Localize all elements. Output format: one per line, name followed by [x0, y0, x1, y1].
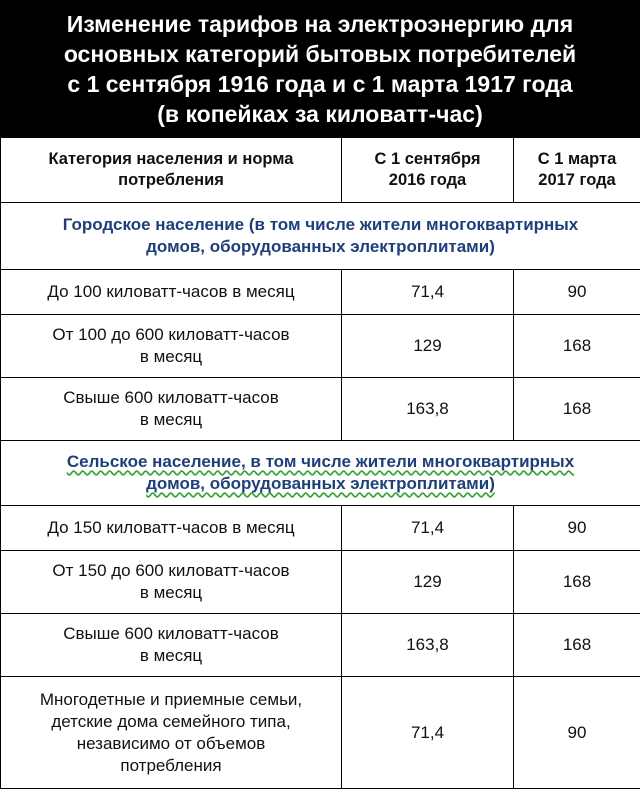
table-row: [1, 270, 640, 315]
section-row-rural: [1, 441, 640, 506]
table-row: [1, 315, 640, 378]
value-2017: 168: [514, 551, 640, 614]
row-label: До 150 киловатт-часов в месяц: [1, 506, 342, 551]
value-2017: 90: [514, 677, 640, 789]
table-row: [1, 677, 640, 789]
header-sep-2016: С 1 сентября 2016 года: [342, 138, 514, 203]
title-line: с 1 сентября 1916 года и с 1 марта 1917 года: [67, 70, 573, 97]
value-2017: 90: [514, 506, 640, 551]
table-header-row: [1, 138, 640, 203]
row-label: Многодетные и приемные семьи, детские дома семейного типа, независимо от объемов потребления: [1, 677, 342, 789]
header-mar-2017: С 1 марта 2017 года: [514, 138, 640, 203]
spellcheck-underlined-text: домов, оборудованных электроплитами): [146, 474, 495, 493]
row-label: От 100 до 600 киловатт-часов в месяц: [1, 315, 342, 378]
value-2016: 129: [342, 315, 514, 378]
value-2016: 71,4: [342, 677, 514, 789]
table-row: [1, 378, 640, 441]
value-2016: 71,4: [342, 270, 514, 315]
title-line: (в копейках за киловатт-час): [157, 100, 483, 127]
value-2016: 129: [342, 551, 514, 614]
value-2016: 163,8: [342, 614, 514, 677]
value-2017: 168: [514, 315, 640, 378]
row-label: Свыше 600 киловатт-часов в месяц: [1, 378, 342, 441]
value-2017: 168: [514, 378, 640, 441]
value-2016: 163,8: [342, 378, 514, 441]
row-label: От 150 до 600 киловатт-часов в месяц: [1, 551, 342, 614]
tariff-table: [0, 137, 640, 789]
title-line: Изменение тарифов на электроэнергию для: [66, 10, 574, 37]
row-label: Свыше 600 киловатт-часов в месяц: [1, 614, 342, 677]
value-2016: 71,4: [342, 506, 514, 551]
value-2017: 168: [514, 614, 640, 677]
header-category: Категория населения и норма потребления: [1, 138, 342, 203]
row-label: До 100 киловатт-часов в месяц: [1, 270, 342, 315]
table-row: [1, 614, 640, 677]
table-row: [1, 506, 640, 551]
section-title: [1, 441, 640, 506]
spellcheck-underlined-text: Сельское население, в том числе жители многоквартирных: [66, 452, 575, 471]
title-banner: [0, 0, 640, 137]
table-row: [1, 551, 640, 614]
value-2017: 90: [514, 270, 640, 315]
section-row-urban: [1, 203, 640, 270]
page-title: [10, 9, 630, 129]
section-title: Городское население (в том числе жители многоквартирных домов, оборудованных электроплитами): [1, 203, 640, 270]
title-line: основных категорий бытовых потребителей: [63, 40, 577, 67]
